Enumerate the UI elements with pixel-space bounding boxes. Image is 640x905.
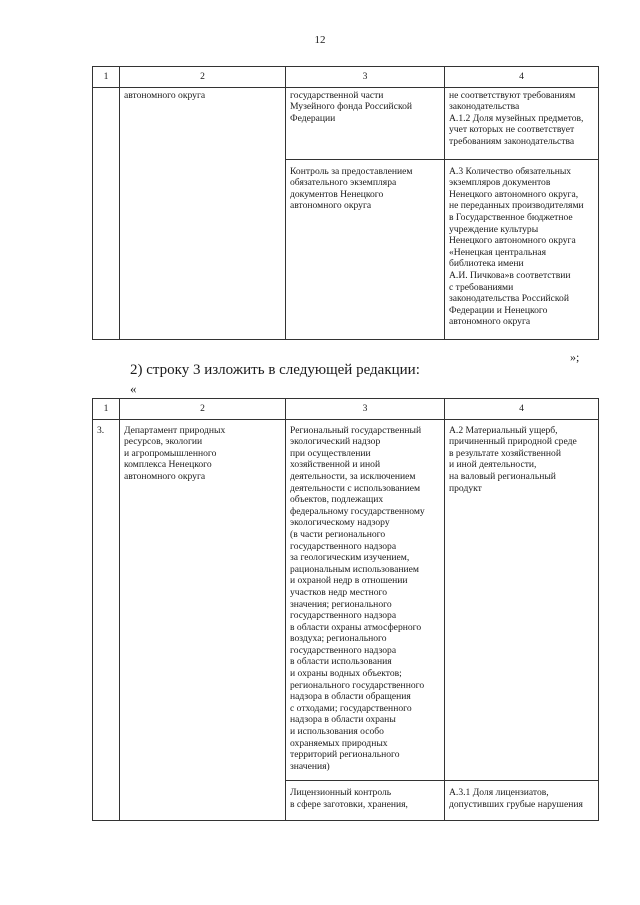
table-continuation [92, 66, 599, 340]
department-cell: Департамент природных ресурсов, экологии и агропромышленного комплекса Ненецкого автономного округа [120, 419, 286, 821]
header-cell-col-4: 4 [445, 399, 599, 420]
header-cell-col-3: 3 [286, 399, 445, 420]
control-type-cell: государственной части Музейного фонда Российской Федерации [286, 87, 445, 159]
opening-quote: « [130, 381, 137, 396]
header-cell-col-2: 2 [120, 67, 286, 88]
indicator-cell: не соответствуют требованиям законодательства А.1.2 Доля музейных предметов, учет которых не соответствует требованиям законодательства [445, 87, 599, 159]
control-type-cell: Лицензионный контроль в сфере заготовки, хранения, [286, 781, 445, 821]
control-type-cell: Региональный государственный экологический надзор при осуществлении хозяйственной и иной деятельности, за исключением деятельности с использованием объектов, подлежащих федеральному государственному экологическому надзору (в части регионального государственного надзора за геологическим изучением, рациональным использованием и охраной недр в отношении участков недр местного значения; регионального государственного надзора в области охраны атмосферного воздуха; регионального государственного надзора в области использования и охраны водных объектов; регионального государственного надзора в области обращения с отходами; государственного надзора в области охраны и использования особо охраняемых природных территорий регионального значения) [286, 419, 445, 781]
indicator-cell: А.3 Количество обязательных экземпляров документов Ненецкого автономного округа, не переданных производителями в Государственное бюджетное учреждение культуры Ненецкого автономного округа «Ненецкая центральная библиотека имени А.И. Пичкова»в соответствии с требованиями законодательства Российской Федерации и Ненецкого автономного округа [445, 159, 599, 339]
header-cell-col-1: 1 [93, 67, 120, 88]
page-number: 12 [314, 34, 326, 46]
indicator-cell: А.3.1 Доля лицензиатов, допустивших грубые нарушения [445, 781, 599, 821]
closing-quote: »; [570, 350, 580, 364]
table-row [93, 87, 599, 159]
control-type-cell: Контроль за предоставлением обязательного экземпляра документов Ненецкого автономного округа [286, 159, 445, 339]
table-row [93, 419, 599, 781]
header-cell-col-3: 3 [286, 67, 445, 88]
table-header-row [93, 399, 599, 420]
table-header-row [93, 67, 599, 88]
header-cell-col-1: 1 [93, 399, 120, 420]
row-number-cell: 3. [93, 419, 120, 821]
department-cell: автономного округа [120, 87, 286, 339]
row-number-cell [93, 87, 120, 339]
header-cell-col-4: 4 [445, 67, 599, 88]
header-cell-col-2: 2 [120, 399, 286, 420]
amendment-instruction: 2) строку 3 изложить в следующей редакции: [130, 362, 420, 378]
indicator-cell: А.2 Материальный ущерб, причиненный природной среде в результате хозяйственной и иной деятельности, на валовый региональный продукт [445, 419, 599, 781]
table-row-3-new-edition [92, 398, 599, 821]
